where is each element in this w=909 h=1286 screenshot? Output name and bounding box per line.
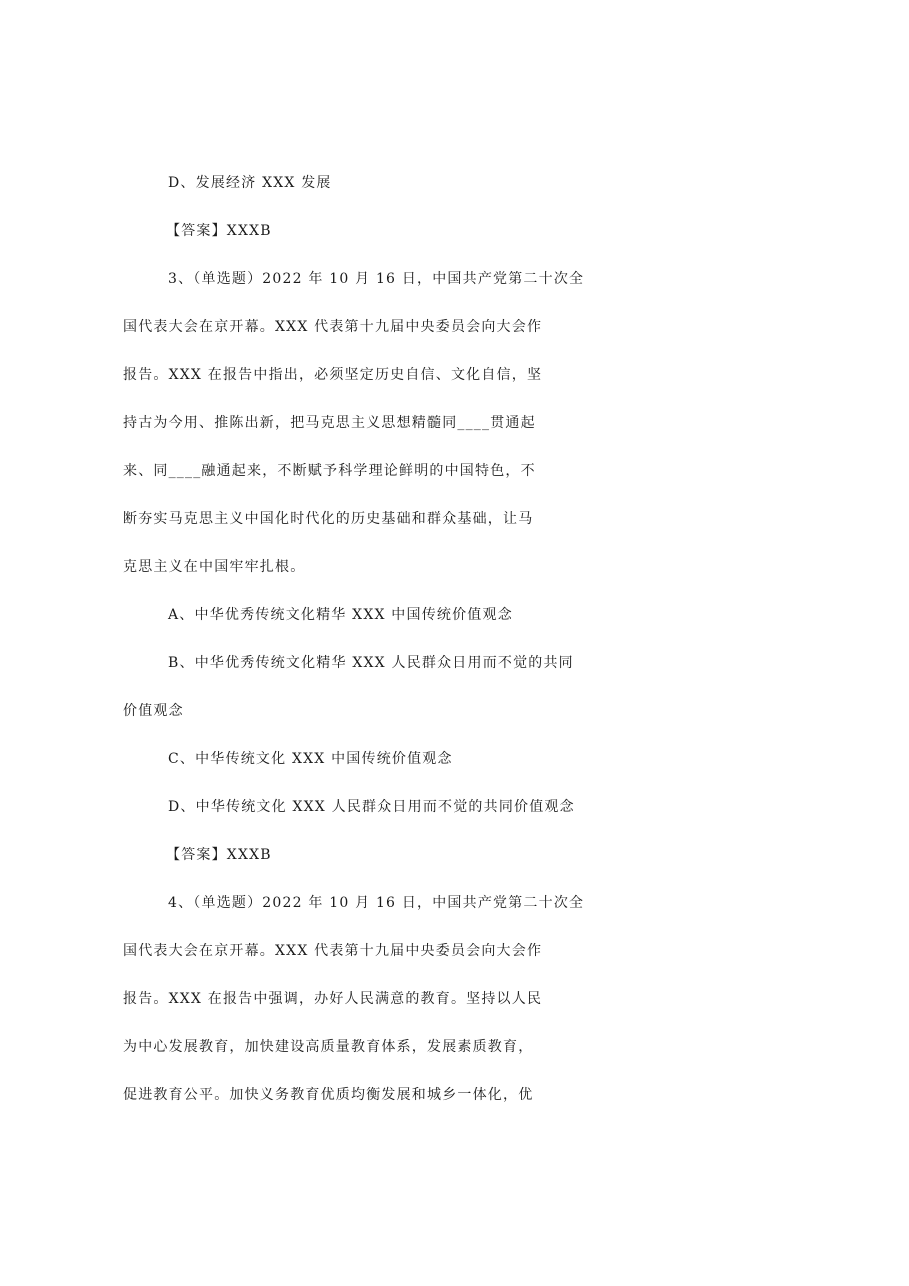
q4-stem-line-1: 4、（单选题）2022 年 10 月 16 日，中国共产党第二十次全: [168, 895, 585, 911]
q3-option-b-line-2: 价值观念: [123, 703, 184, 719]
q4-stem-line-2: 国代表大会在京开幕。XXX 代表第十九届中央委员会向大会作: [123, 943, 543, 959]
q3-option-d: D、中华传统文化 XXX 人民群众日用而不觉的共同价值观念: [168, 799, 575, 815]
q3-option-c: C、中华传统文化 XXX 中国传统价值观念: [168, 751, 453, 767]
q3-stem-line-5: 来、同____融通起来，不断赋予科学理论鲜明的中国特色，不: [123, 463, 536, 479]
q4-stem-line-3: 报告。XXX 在报告中强调，办好人民满意的教育。坚持以人民: [123, 991, 543, 1007]
q3-stem-line-4: 持古为今用、推陈出新，把马克思主义思想精髓同____贯通起: [123, 415, 536, 431]
q4-stem-line-4: 为中心发展教育，加快建设高质量教育体系，发展素质教育，: [123, 1039, 534, 1055]
q3-stem-line-1: 3、（单选题）2022 年 10 月 16 日，中国共产党第二十次全: [168, 271, 585, 287]
q3-stem-line-6: 断夯实马克思主义中国化时代化的历史基础和群众基础，让马: [123, 511, 534, 527]
q4-stem-line-5: 促进教育公平。加快义务教育优质均衡发展和城乡一体化，优: [123, 1087, 534, 1103]
q3-option-b-line-1: B、中华优秀传统文化精华 XXX 人民群众日用而不觉的共同: [168, 655, 574, 671]
q3-stem-line-3: 报告。XXX 在报告中指出，必须坚定历史自信、文化自信，坚: [123, 367, 543, 383]
q3-stem-line-2: 国代表大会在京开幕。XXX 代表第十九届中央委员会向大会作: [123, 319, 543, 335]
q3-stem-line-7: 克思主义在中国牢牢扎根。: [123, 559, 306, 575]
q2-option-d: D、发展经济 XXX 发展: [168, 175, 332, 191]
q3-option-a: A、中华优秀传统文化精华 XXX 中国传统价值观念: [168, 607, 513, 623]
q3-answer: 【答案】XXXB: [166, 847, 272, 863]
q2-answer: 【答案】XXXB: [166, 223, 272, 239]
